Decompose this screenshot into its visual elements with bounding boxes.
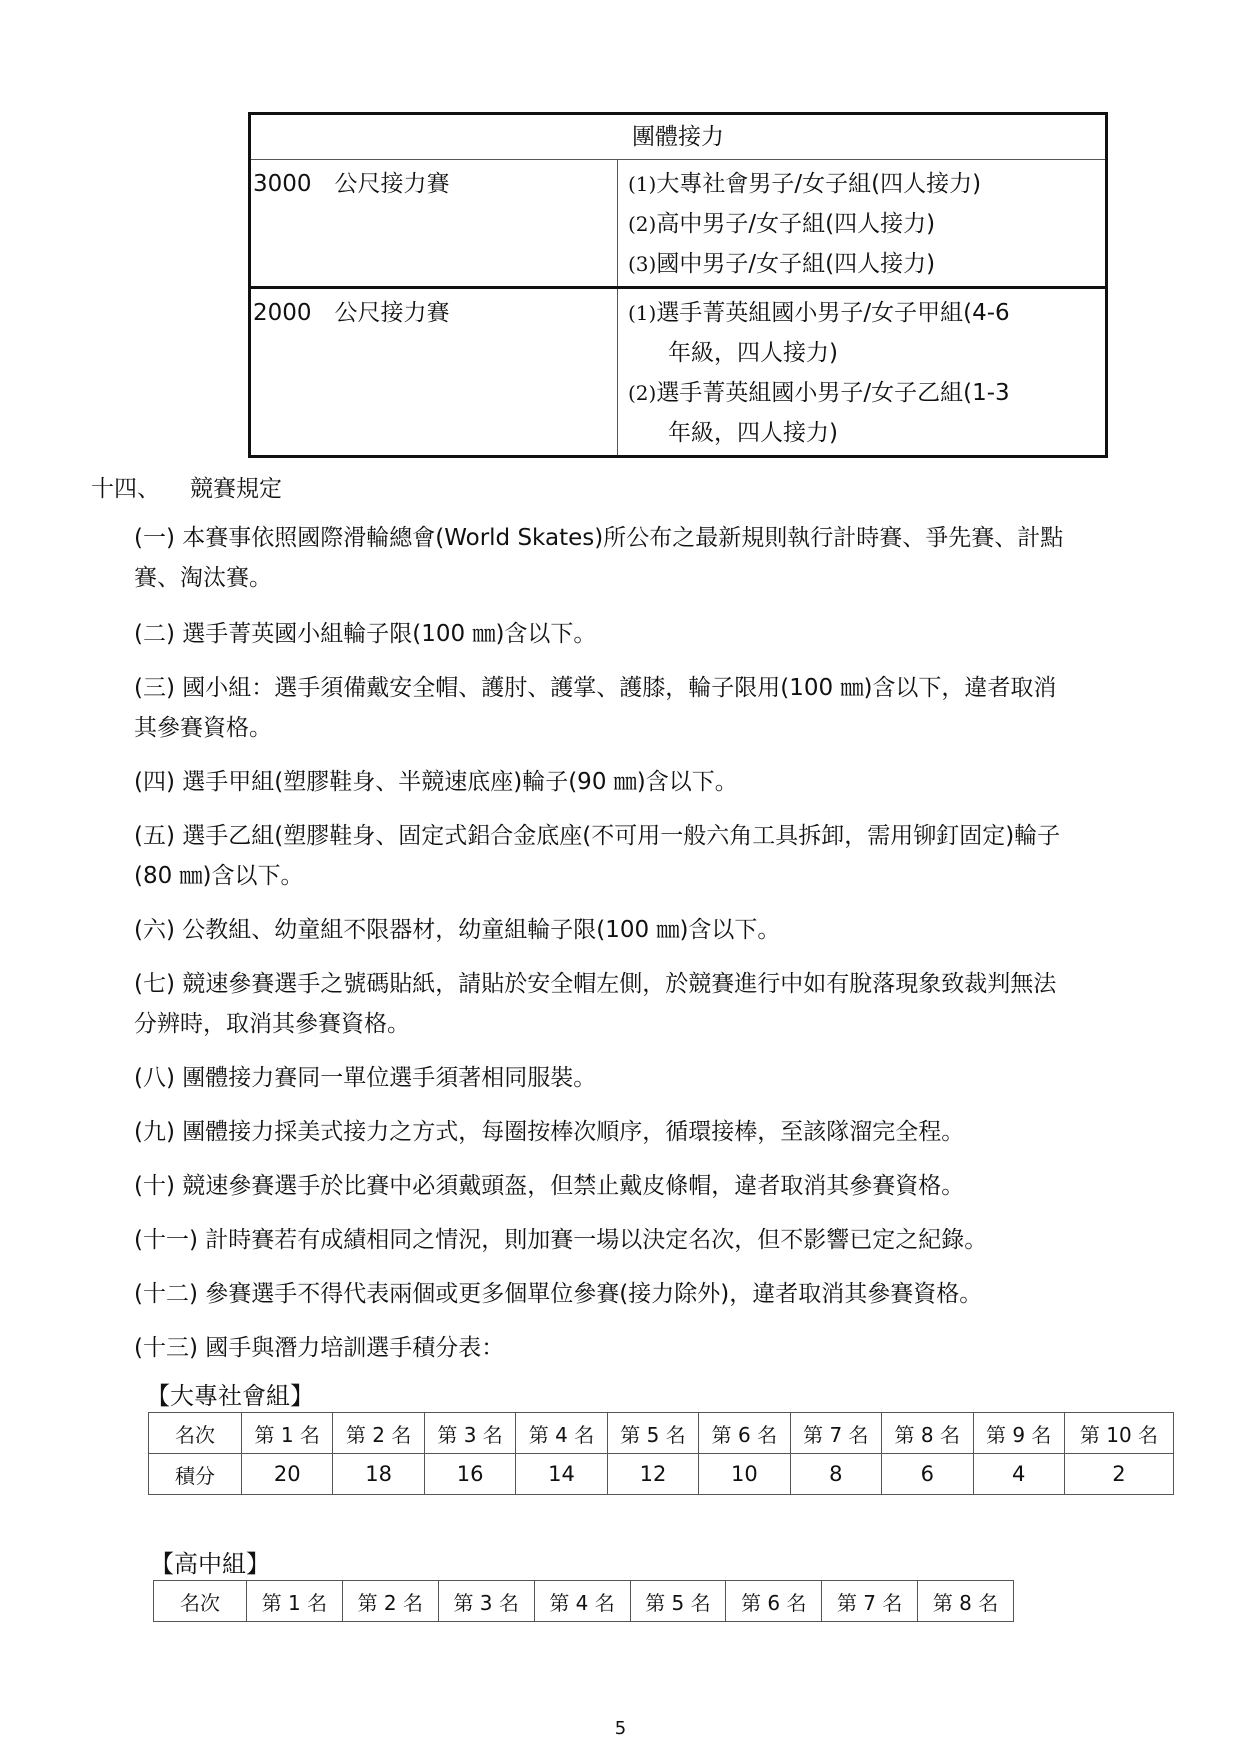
division-line: (2)選手菁英組國小男子/女子乙組(1-3 [628, 380, 1010, 406]
points-cell: 2 [1064, 1454, 1173, 1495]
points-cell: 4 [973, 1454, 1064, 1495]
college-group-label: 【大專社會組】 [146, 1382, 314, 1410]
rank-cell: 第 2 名 [333, 1413, 424, 1454]
rank-cell: 第 6 名 [726, 1581, 822, 1622]
relay-event-3000m: 3000 公尺接力賽 [250, 160, 618, 288]
table-row [154, 1581, 1014, 1622]
points-cell: 14 [516, 1454, 607, 1495]
rule-item: (一) 本賽事依照國際滑輪總會(World Skates)所公布之最新規則執行計時賽、爭先賽、計點 賽、淘汰賽。 [134, 525, 1064, 591]
rank-cell: 第 1 名 [242, 1413, 333, 1454]
rule-item: (七) 競速參賽選手之號碼貼紙，請貼於安全帽左側，於競賽進行中如有脫落現象致裁判無法 分辨時，取消其參賽資格。 [134, 971, 1057, 1037]
points-cell: 18 [333, 1454, 424, 1495]
division-line: (1)大專社會男子/女子組(四人接力) [628, 171, 982, 197]
high-school-group-label: 【高中組】 [150, 1550, 270, 1578]
points-cell: 20 [242, 1454, 333, 1495]
rank-cell: 第 1 名 [247, 1581, 343, 1622]
division-line: 年級，四人接力) [668, 420, 838, 446]
rule-item: (五) 選手乙組(塑膠鞋身、固定式鋁合金底座(不可用一般六角工具拆卸，需用铆釘固定)輪子 (80 ㎜)含以下。 [134, 823, 1061, 889]
rank-cell: 第 7 名 [822, 1581, 918, 1622]
rank-cell: 第 4 名 [534, 1581, 630, 1622]
relay-table-header: 團體接力 [250, 114, 1107, 160]
points-cell: 6 [882, 1454, 973, 1495]
college-points-table [148, 1412, 1174, 1495]
rule-item: (十二) 參賽選手不得代表兩個或更多個單位參賽(接力除外)，違者取消其參賽資格。 [134, 1281, 983, 1307]
rank-cell: 第 9 名 [973, 1413, 1064, 1454]
rank-header: 名次 [149, 1413, 242, 1454]
rule-item: (八) 團體接力賽同一單位選手須著相同服裝。 [134, 1065, 597, 1091]
high-school-points-table [153, 1580, 1014, 1622]
rank-cell: 第 3 名 [438, 1581, 534, 1622]
rule-item: (十) 競速參賽選手於比賽中必須戴頭盔，但禁止戴皮條帽，違者取消其參賽資格。 [134, 1173, 965, 1199]
team-relay-table [248, 112, 1108, 458]
points-header: 積分 [149, 1454, 242, 1495]
rank-cell: 第 2 名 [342, 1581, 438, 1622]
rank-cell: 第 8 名 [918, 1581, 1014, 1622]
rule-item: (六) 公教組、幼童組不限器材，幼童組輪子限(100 ㎜)含以下。 [134, 917, 781, 943]
page-number: 5 [614, 1718, 627, 1739]
division-line: 年級，四人接力) [668, 340, 838, 366]
table-row [149, 1413, 1174, 1454]
rule-item: (二) 選手菁英國小組輪子限(100 ㎜)含以下。 [134, 621, 597, 647]
points-cell: 8 [790, 1454, 881, 1495]
rule-item: (三) 國小組：選手須備戴安全帽、護肘、護掌、護膝，輪子限用(100 ㎜)含以下，違者取消 其參賽資格。 [134, 675, 1057, 741]
section-number: 十四、 [91, 476, 160, 502]
rank-cell: 第 6 名 [699, 1413, 790, 1454]
rank-cell: 第 3 名 [424, 1413, 515, 1454]
rule-item: (九) 團體接力採美式接力之方式，每圈按棒次順序，循環接棒，至該隊溜完全程。 [134, 1119, 965, 1145]
rank-header: 名次 [154, 1581, 247, 1622]
points-cell: 16 [424, 1454, 515, 1495]
section-heading [91, 470, 282, 503]
rule-item: (十三) 國手與潛力培訓選手積分表： [134, 1335, 505, 1361]
rank-cell: 第 5 名 [630, 1581, 726, 1622]
division-line: (2)高中男子/女子組(四人接力) [628, 211, 936, 237]
relay-event-2000m: 2000 公尺接力賽 [250, 288, 618, 457]
points-cell: 12 [607, 1454, 698, 1495]
rank-cell: 第 8 名 [882, 1413, 973, 1454]
division-line: (1)選手菁英組國小男子/女子甲組(4-6 [628, 300, 1010, 326]
rank-cell: 第 4 名 [516, 1413, 607, 1454]
division-line: (3)國中男子/女子組(四人接力) [628, 251, 936, 277]
rank-cell: 第 7 名 [790, 1413, 881, 1454]
section-title: 競賽規定 [190, 476, 282, 502]
points-cell: 10 [699, 1454, 790, 1495]
rule-item: (四) 選手甲組(塑膠鞋身、半競速底座)輪子(90 ㎜)含以下。 [134, 769, 738, 795]
rule-item: (十一) 計時賽若有成績相同之情況，則加賽一場以決定名次，但不影響已定之紀錄。 [134, 1227, 988, 1253]
table-row [149, 1454, 1174, 1495]
relay-divisions-3000m [618, 160, 1107, 288]
rank-cell: 第 5 名 [607, 1413, 698, 1454]
rank-cell: 第 10 名 [1064, 1413, 1173, 1454]
relay-divisions-2000m [618, 288, 1107, 457]
